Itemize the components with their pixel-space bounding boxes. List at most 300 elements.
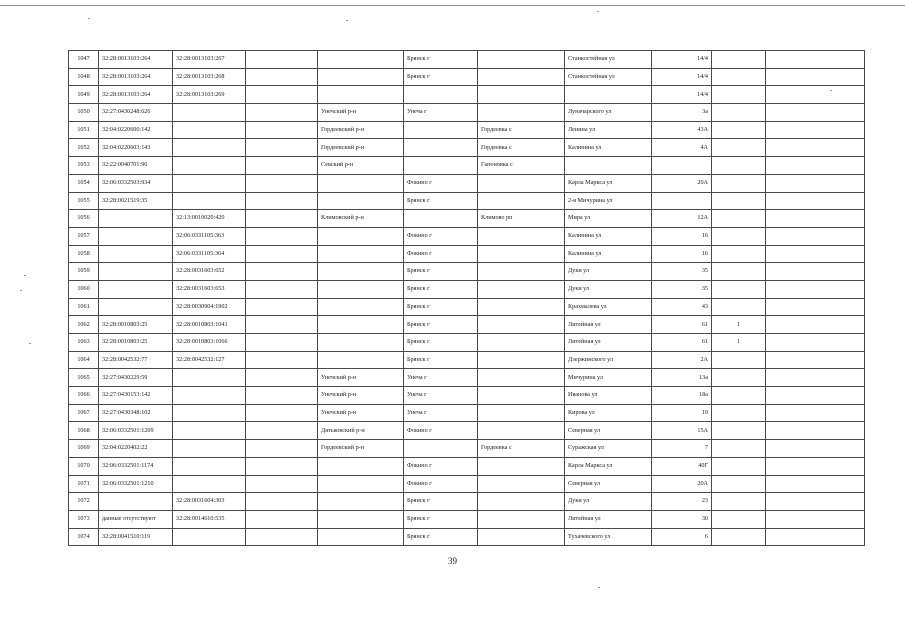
city: Фокино г — [404, 245, 478, 263]
settlement — [478, 475, 565, 493]
table-row — [69, 369, 865, 387]
house-number: 3а — [652, 104, 712, 122]
cadastral-number-land — [99, 227, 173, 245]
note — [766, 298, 865, 316]
row-number: 1062 — [69, 316, 99, 334]
blank-column — [246, 457, 318, 475]
city: Брянск г — [404, 192, 478, 210]
cadastral-number-building — [173, 192, 246, 210]
city: Фокино г — [404, 174, 478, 192]
cadastral-number-land: 32:04:0220402:22 — [99, 440, 173, 458]
street: Суражская ул — [565, 440, 652, 458]
house-number — [652, 157, 712, 175]
row-number: 1058 — [69, 245, 99, 263]
settlement — [478, 351, 565, 369]
row-number: 1057 — [69, 227, 99, 245]
house-number: 35 — [652, 263, 712, 281]
building-number — [712, 104, 766, 122]
note — [766, 263, 865, 281]
row-number: 1072 — [69, 493, 99, 511]
cadastral-number-land: 32:28:0013103:264 — [99, 68, 173, 86]
cadastral-number-building: 32:06:0331105:363 — [173, 227, 246, 245]
building-number — [712, 86, 766, 104]
house-number: 15А — [652, 422, 712, 440]
table-row — [69, 387, 865, 405]
table-row — [69, 493, 865, 511]
street: Калинина ул — [565, 245, 652, 263]
cadastral-number-building: 32:28:0031604:303 — [173, 493, 246, 511]
house-number: 2А — [652, 351, 712, 369]
cadastral-number-building — [173, 387, 246, 405]
street: Луначарского ул — [565, 104, 652, 122]
city: Брянск г — [404, 493, 478, 511]
table-row — [69, 227, 865, 245]
district — [318, 192, 404, 210]
cadastral-number-building: 32:06:0331105:364 — [173, 245, 246, 263]
cadastral-number-building — [173, 104, 246, 122]
city: Брянск г — [404, 351, 478, 369]
house-number: 16 — [652, 227, 712, 245]
district — [318, 245, 404, 263]
settlement — [478, 457, 565, 475]
settlement: Гордеевка с — [478, 121, 565, 139]
cadastral-number-building — [173, 440, 246, 458]
building-number — [712, 139, 766, 157]
street: Северная ул — [565, 422, 652, 440]
house-number: 14/4 — [652, 68, 712, 86]
note — [766, 510, 865, 528]
settlement — [478, 280, 565, 298]
settlement: Гордеевка с — [478, 139, 565, 157]
row-number: 1059 — [69, 263, 99, 281]
table-row — [69, 316, 865, 334]
house-number: 61 — [652, 334, 712, 352]
table-row — [69, 245, 865, 263]
scan-speck — [88, 18, 90, 19]
note — [766, 457, 865, 475]
city — [404, 440, 478, 458]
row-number: 1053 — [69, 157, 99, 175]
note — [766, 192, 865, 210]
row-number: 1063 — [69, 334, 99, 352]
blank-column — [246, 245, 318, 263]
street: Карла Маркса ул — [565, 174, 652, 192]
blank-column — [246, 68, 318, 86]
page-number: 39 — [448, 556, 457, 566]
district: Унечский р-н — [318, 104, 404, 122]
district — [318, 457, 404, 475]
settlement — [478, 192, 565, 210]
blank-column — [246, 298, 318, 316]
blank-column — [246, 86, 318, 104]
cadastral-number-land: данные отсутствуют — [99, 510, 173, 528]
street: Мира ул — [565, 210, 652, 228]
street: Дуки ул — [565, 493, 652, 511]
cadastral-number-building: 32:28:0030904:1902 — [173, 298, 246, 316]
blank-column — [246, 404, 318, 422]
house-number: 23 — [652, 493, 712, 511]
note — [766, 51, 865, 69]
blank-column — [246, 121, 318, 139]
district: Дятьковский р-н — [318, 422, 404, 440]
city — [404, 210, 478, 228]
settlement — [478, 298, 565, 316]
settlement: Гордеевка с — [478, 440, 565, 458]
note — [766, 174, 865, 192]
building-number — [712, 51, 766, 69]
note — [766, 139, 865, 157]
cadastral-number-land: 32:04:0220603:143 — [99, 139, 173, 157]
row-number: 1065 — [69, 369, 99, 387]
district: Гордеевский р-н — [318, 121, 404, 139]
cadastral-number-land — [99, 210, 173, 228]
blank-column — [246, 192, 318, 210]
scan-speck — [20, 290, 22, 291]
scan-speck — [346, 20, 348, 21]
house-number: 20А — [652, 475, 712, 493]
cadastral-number-land — [99, 493, 173, 511]
note — [766, 104, 865, 122]
note — [766, 493, 865, 511]
row-number: 1071 — [69, 475, 99, 493]
building-number — [712, 280, 766, 298]
house-number: 12А — [652, 210, 712, 228]
note — [766, 404, 865, 422]
note — [766, 245, 865, 263]
district — [318, 86, 404, 104]
city: Брянск г — [404, 334, 478, 352]
street: Ленина ул — [565, 121, 652, 139]
scan-speck — [598, 587, 600, 588]
city: Брянск г — [404, 316, 478, 334]
settlement — [478, 493, 565, 511]
house-number: 16 — [652, 245, 712, 263]
blank-column — [246, 510, 318, 528]
note — [766, 440, 865, 458]
note — [766, 227, 865, 245]
building-number — [712, 528, 766, 546]
settlement — [478, 174, 565, 192]
cadastral-number-building — [173, 457, 246, 475]
settlement: Климово рп — [478, 210, 565, 228]
row-number: 1064 — [69, 351, 99, 369]
row-number: 1070 — [69, 457, 99, 475]
street: Дуки ул — [565, 263, 652, 281]
street: Литейная ул — [565, 316, 652, 334]
blank-column — [246, 493, 318, 511]
cadastral-number-land: 32:27:0430229:59 — [99, 369, 173, 387]
note — [766, 528, 865, 546]
note — [766, 280, 865, 298]
city: Фокино г — [404, 422, 478, 440]
top-rule — [0, 5, 905, 6]
cadastral-number-land: 32:27:0430348:102 — [99, 404, 173, 422]
city: Унеча г — [404, 387, 478, 405]
table-row — [69, 457, 865, 475]
cadastral-number-building: 32:28:0042532:127 — [173, 351, 246, 369]
settlement — [478, 387, 565, 405]
note — [766, 422, 865, 440]
district — [318, 51, 404, 69]
building-number — [712, 387, 766, 405]
building-number — [712, 174, 766, 192]
scan-speck — [597, 11, 599, 12]
street: Станкостейная ул — [565, 51, 652, 69]
cadastral-number-building — [173, 369, 246, 387]
table-row — [69, 510, 865, 528]
row-number: 1049 — [69, 86, 99, 104]
cadastral-number-building: 32:28:0013103:269 — [173, 86, 246, 104]
cadastral-number-land: 32:28:0010803:25 — [99, 316, 173, 334]
cadastral-number-building — [173, 528, 246, 546]
table-row — [69, 157, 865, 175]
district: Гордеевский р-н — [318, 139, 404, 157]
blank-column — [246, 210, 318, 228]
cadastral-number-building: 32:28:0031603:652 — [173, 263, 246, 281]
cadastral-number-building — [173, 404, 246, 422]
cadastral-number-building: 32:28:0013103:268 — [173, 68, 246, 86]
row-number: 1050 — [69, 104, 99, 122]
city: Унеча г — [404, 369, 478, 387]
table-row — [69, 192, 865, 210]
registry-rows — [69, 51, 865, 546]
row-number: 1060 — [69, 280, 99, 298]
cadastral-number-building: 32:28:0013103:267 — [173, 51, 246, 69]
building-number — [712, 440, 766, 458]
note — [766, 68, 865, 86]
scan-speck — [29, 343, 31, 344]
building-number — [712, 298, 766, 316]
note — [766, 121, 865, 139]
table-row — [69, 210, 865, 228]
row-number: 1052 — [69, 139, 99, 157]
cadastral-number-building: 32:28:0010803:1066 — [173, 334, 246, 352]
street: Литейная ул — [565, 510, 652, 528]
note — [766, 157, 865, 175]
settlement — [478, 369, 565, 387]
house-number: 18а — [652, 387, 712, 405]
cadastral-number-building — [173, 139, 246, 157]
scan-speck — [830, 90, 832, 91]
row-number: 1069 — [69, 440, 99, 458]
table-row — [69, 139, 865, 157]
table-row — [69, 351, 865, 369]
house-number: 20А — [652, 174, 712, 192]
building-number — [712, 121, 766, 139]
blank-column — [246, 475, 318, 493]
blank-column — [246, 174, 318, 192]
building-number — [712, 263, 766, 281]
blank-column — [246, 316, 318, 334]
table-row — [69, 68, 865, 86]
building-number: 1 — [712, 316, 766, 334]
building-number — [712, 210, 766, 228]
table-row — [69, 51, 865, 69]
house-number: 4А — [652, 139, 712, 157]
settlement — [478, 86, 565, 104]
settlement — [478, 227, 565, 245]
house-number: 19 — [652, 404, 712, 422]
cadastral-number-building — [173, 174, 246, 192]
cadastral-number-land: 32:28:0042532:77 — [99, 351, 173, 369]
settlement — [478, 316, 565, 334]
building-number — [712, 227, 766, 245]
district — [318, 493, 404, 511]
street: Крахмалева ул — [565, 298, 652, 316]
house-number: 6 — [652, 528, 712, 546]
street: Станкостейная ул — [565, 68, 652, 86]
blank-column — [246, 387, 318, 405]
row-number: 1055 — [69, 192, 99, 210]
row-number: 1054 — [69, 174, 99, 192]
street: Дзержинского ул — [565, 351, 652, 369]
house-number: 14/4 — [652, 86, 712, 104]
table-row — [69, 104, 865, 122]
district: Климовский р-н — [318, 210, 404, 228]
house-number: 30 — [652, 510, 712, 528]
district: Севский р-н — [318, 157, 404, 175]
district — [318, 510, 404, 528]
blank-column — [246, 263, 318, 281]
cadastral-number-land — [99, 263, 173, 281]
city: Фокино г — [404, 475, 478, 493]
cadastral-number-building: 32:28:0031603:653 — [173, 280, 246, 298]
street: Карла Маркса ул — [565, 457, 652, 475]
house-number: 43А — [652, 121, 712, 139]
row-number: 1074 — [69, 528, 99, 546]
district: Унечский р-н — [318, 387, 404, 405]
blank-column — [246, 280, 318, 298]
row-number: 1048 — [69, 68, 99, 86]
district — [318, 351, 404, 369]
building-number — [712, 157, 766, 175]
street: Калинина ул — [565, 227, 652, 245]
house-number: 14/4 — [652, 51, 712, 69]
street: Тухачевского ул — [565, 528, 652, 546]
note — [766, 351, 865, 369]
blank-column — [246, 422, 318, 440]
cadastral-number-land: 32:28:0013103:264 — [99, 51, 173, 69]
table-row — [69, 298, 865, 316]
cadastral-number-building: 32:13:0010020:420 — [173, 210, 246, 228]
city — [404, 139, 478, 157]
city: Фокино г — [404, 457, 478, 475]
settlement — [478, 68, 565, 86]
cadastral-number-land — [99, 245, 173, 263]
scan-speck — [24, 275, 26, 276]
cadastral-number-building — [173, 121, 246, 139]
house-number: 7 — [652, 440, 712, 458]
city — [404, 86, 478, 104]
table-row — [69, 334, 865, 352]
district — [318, 174, 404, 192]
cadastral-number-building: 32:28:0014610:535 — [173, 510, 246, 528]
settlement — [478, 51, 565, 69]
table-row — [69, 422, 865, 440]
building-number — [712, 510, 766, 528]
city: Брянск г — [404, 263, 478, 281]
house-number: 13а — [652, 369, 712, 387]
cadastral-number-land: 32:28:0013103:264 — [99, 86, 173, 104]
street: Мичурина ул — [565, 369, 652, 387]
district — [318, 334, 404, 352]
row-number: 1061 — [69, 298, 99, 316]
table-row — [69, 121, 865, 139]
table-row — [69, 475, 865, 493]
city: Брянск г — [404, 51, 478, 69]
table-row — [69, 280, 865, 298]
building-number — [712, 192, 766, 210]
street: Иванова ул — [565, 387, 652, 405]
blank-column — [246, 334, 318, 352]
cadastral-number-land — [99, 298, 173, 316]
table-row — [69, 528, 865, 546]
street: Литейная ул — [565, 334, 652, 352]
street: Дуки ул — [565, 280, 652, 298]
settlement — [478, 104, 565, 122]
city: Унеча г — [404, 404, 478, 422]
cadastral-number-land: 32:28:0041510:119 — [99, 528, 173, 546]
street: Калинина ул — [565, 139, 652, 157]
city: Фокино г — [404, 227, 478, 245]
cadastral-number-land — [99, 280, 173, 298]
cadastral-number-building: 32:28:0010803:1041 — [173, 316, 246, 334]
city: Унеча г — [404, 104, 478, 122]
building-number — [712, 351, 766, 369]
city — [404, 121, 478, 139]
settlement — [478, 510, 565, 528]
settlement — [478, 404, 565, 422]
cadastral-number-land: 32:06:0332501:1210 — [99, 475, 173, 493]
cadastral-number-land: 32:06:0332501:1174 — [99, 457, 173, 475]
district: Унечский р-н — [318, 369, 404, 387]
note — [766, 86, 865, 104]
city: Брянск г — [404, 68, 478, 86]
settlement — [478, 334, 565, 352]
settlement — [478, 422, 565, 440]
cadastral-number-land: 32:04:0220600:142 — [99, 121, 173, 139]
cadastral-number-building — [173, 422, 246, 440]
cadastral-number-building — [173, 475, 246, 493]
city — [404, 157, 478, 175]
cadastral-number-land: 32:28:0021519:35 — [99, 192, 173, 210]
street — [565, 157, 652, 175]
row-number: 1056 — [69, 210, 99, 228]
cadastral-number-land: 32:27:0430248:626 — [99, 104, 173, 122]
settlement — [478, 528, 565, 546]
district — [318, 316, 404, 334]
district — [318, 298, 404, 316]
table-row — [69, 174, 865, 192]
row-number: 1068 — [69, 422, 99, 440]
house-number: 61 — [652, 316, 712, 334]
blank-column — [246, 104, 318, 122]
street — [565, 86, 652, 104]
note — [766, 475, 865, 493]
table-row — [69, 263, 865, 281]
settlement: Гапоновка с — [478, 157, 565, 175]
note — [766, 334, 865, 352]
settlement — [478, 245, 565, 263]
row-number: 1067 — [69, 404, 99, 422]
street: Кирова ул — [565, 404, 652, 422]
blank-column — [246, 227, 318, 245]
row-number: 1047 — [69, 51, 99, 69]
table-row — [69, 440, 865, 458]
blank-column — [246, 440, 318, 458]
city: Брянск г — [404, 298, 478, 316]
district — [318, 227, 404, 245]
